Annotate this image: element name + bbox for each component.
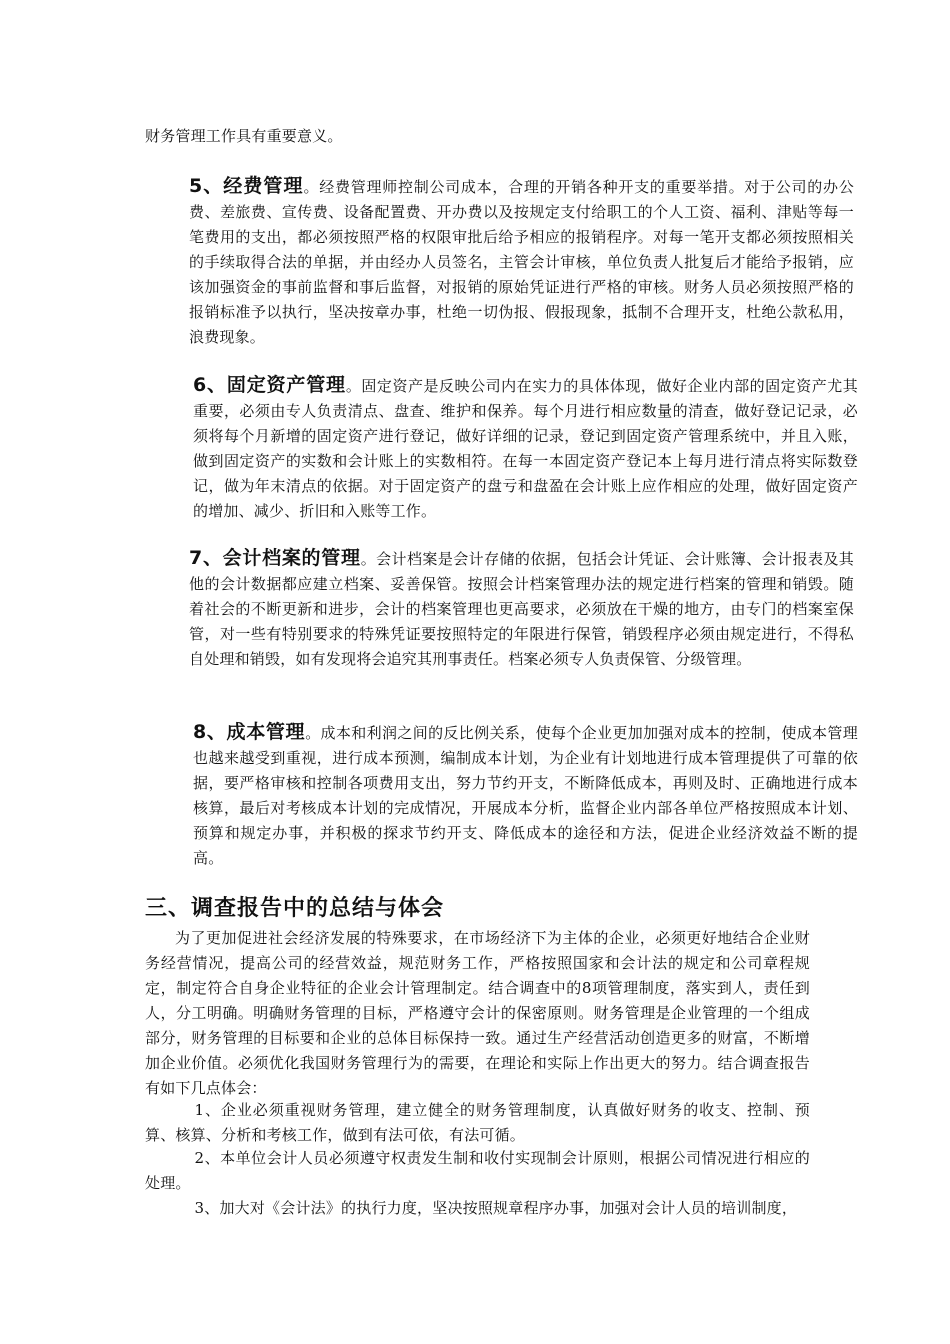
section-6-body: 。固定资产是反映公司内在实力的具体体现，做好企业内部的固定资产尤其重要，必须由专人负责清点、盘查、维护和保养。每个月进行相应数量的清查，做好登记记录，必须将每个月新增的固定资产进行登记，做好详细的记录，登记到固定资产管理系统中，并且入账，做到固定资产的实数和会计账上的实数相符。在每一本固定资产登记本上每月进行清点将实际数登记，做为年末清点的依据。对于固定资产的盘亏和盘盈在会计账上应作相应的处理，做好固定资产的增加、减少、折旧和入账等工作。: [193, 377, 858, 520]
section-8-paragraph: [145, 720, 858, 871]
summary-item-1: 1、企业必须重视财务管理，建立健全的财务管理制度，认真做好财务的收支、控制、预算、核算、分析和考核工作，做到有法可依，有法可循。: [145, 1101, 810, 1144]
section-7-heading: 7、会计档案的管理: [189, 547, 361, 569]
section-7-body: 。会计档案是会计存储的依据，包括会计凭证、会计账簿、会计报表及其他的会计数据都应建立档案、妥善保管。按照会计档案管理办法的规定进行档案的管理和销毁。随着社会的不断更新和进步，会计的档案管理也更高要求，必须放在干燥的地方，由专门的档案室保管，对一些有特别要求的特殊凭证要按照特定的年限进行保管，销毁程序必须由规定进行，不得私自处理和销毁，如有发现将会追究其刑事责任。档案必须专人负责保管、分级管理。: [189, 550, 854, 668]
summary-title: 三、调查报告中的总结与体会: [145, 896, 445, 921]
intro-tail-paragraph: [145, 124, 810, 149]
section-6-paragraph: [145, 373, 858, 524]
section-5-heading: 5、经费管理: [189, 175, 304, 197]
summary-intro-paragraph: 为了更加促进社会经济发展的特殊要求，在市场经济下为主体的企业，必须更好地结合企业财务经营情况，提高公司的经营效益，规范财务工作，严格按照国家和会计法的规定和公司章程规定，制定符合自身企业特征的企业会计管理制定。结合调查中的8项管理制度，落实到人，责任到人，分工明确。明确财务管理的目标，严格遵守会计的保密原则。财务管理是企业管理的一个组成部分，财务管理的目标要和企业的总体目标保持一致。通过生产经营活动创造更多的财富，不断增加企业价值。必须优化我国财务管理行为的需要，在理论和实际上作出更大的努力。结合调查报告有如下几点体会：: [145, 929, 810, 1097]
section-8-heading: 8、成本管理: [193, 721, 306, 743]
section-6-heading: 6、固定资产管理: [193, 374, 346, 396]
section-5-body: 。经费管理师控制公司成本，合理的开销各种开支的重要举措。对于公司的办公费、差旅费、宣传费、设备配置费、开办费以及按规定支付给职工的个人工资、福利、津贴等每一笔费用的支出，都必须按照严格的权限审批后给予相应的报销程序。对每一笔开支都必须按照相关的手续取得合法的单据，并由经办人员签名，主管会计审核，单位负责人批复后才能给予报销，应该加强资金的事前监督和事后监督，对报销的原始凭证进行严格的审核。财务人员必须按照严格的报销标准予以执行，坚决按章办事，杜绝一切伪报、假报现象，抵制不合理开支，杜绝公款私用，浪费现象。: [189, 178, 854, 346]
intro-tail-text: 财务管理工作具有重要意义。: [145, 127, 343, 145]
section-7-paragraph: [145, 546, 854, 672]
section-8-body: 。成本和利润之间的反比例关系，使每个企业更加加强对成本的控制，使成本管理也越来越受到重视，进行成本预测，编制成本计划，为企业有计划地进行成本管理提供了可靠的依据，要严格审核和控制各项费用支出，努力节约开支，不断降低成本，再则及时、正确地进行成本核算，最后对考核成本计划的完成情况，开展成本分析，监督企业内部各单位严格按照成本计划、预算和规定办事，并积极的探求节约开支、降低成本的途径和方法，促进企业经济效益不断的提高。: [193, 724, 858, 867]
summary-item-3: 3、加大对《会计法》的执行力度，坚决按照规章程序办事，加强对会计人员的培训制度，: [194, 1199, 798, 1217]
section-5-paragraph: [145, 174, 854, 350]
summary-item-2: 2、本单位会计人员必须遵守权责发生制和收付实现制会计原则，根据公司情况进行相应的处理。: [145, 1149, 810, 1192]
